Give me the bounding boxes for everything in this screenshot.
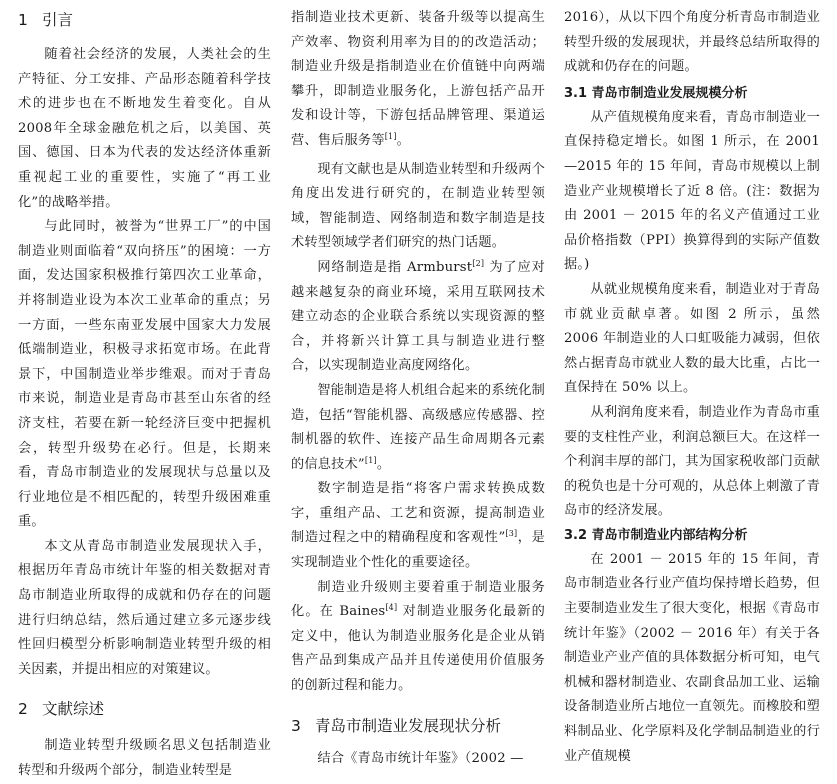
paragraph-text: 。 (376, 456, 391, 472)
section-title: 青岛市制造业发展现状分析 (315, 716, 502, 735)
paragraph: 随着社会经济的发展，人类社会的生产特征、分工安排、产品形态随着科学技术的进步也在不断地发生着变化。自从2008年全球金融危机之后，以美国、英国、德国、日本为代表的发达经济体重新重视起工业的重要性，实施了“再工业化”的战略举措。 (18, 47, 271, 210)
paragraph: 制造业转型升级顾名思义包括制造业转型和升级两个部分，制造业转型是 (18, 738, 271, 779)
paragraph: 2016），从以下四个角度分析青岛市制造业转型升级的发展现状，并最终总结所取得的成就和仍存在的问题。 (564, 10, 820, 75)
citation: [3] (505, 529, 518, 539)
paragraph: 本文从青岛市制造业发展现状入手，根据历年青岛市统计年鉴的相关数据对青岛市制造业所取得的成就和仍存在的问题进行归纳总结，然后通过建立多元逐步线性回归模型分析影响制造业转型升级的相关因素，并提出相应的对策建议。 (18, 538, 271, 677)
section-heading-1 (18, 9, 271, 31)
subsection-heading-3-2: 3.2 青岛市制造业内部结构分析 (564, 527, 748, 543)
citation: [1] (364, 455, 377, 465)
section-title: 文献综述 (42, 700, 105, 719)
paragraph (291, 256, 545, 379)
paragraph (291, 477, 545, 575)
column-1 (18, 0, 271, 784)
paragraph: 从产值规模角度来看，青岛市制造业一直保持稳定增长。如图 1 所示，在 2001—2015 年的 15 年间，青岛市规模以上制造业产业规模增长了近 8 倍。(注：数据为由 2001 － 2015 年的名义产值通过工业品价格指数（PPI）换算得到的实际产值数据。) (564, 109, 820, 273)
section-number: 2 (18, 700, 28, 719)
paragraph-text: 智能制造是将人机组合起来的系统化制造，包括“智能机器、高级感应传感器、控制机器的软件、连接产品生命周期各元素的信息技术” (291, 382, 545, 472)
section-number: 1 (18, 11, 28, 29)
column-2 (291, 0, 545, 771)
paragraph (291, 379, 545, 477)
paragraph: 从利润角度来看，制造业作为青岛市重要的支柱性产业，利润总额巨大。在这样一个利润丰厚的部门，其为国家税收部门贡献的税负也是十分可观的，从总体上刺激了青岛市的经济发展。 (564, 404, 820, 519)
paragraph (291, 576, 545, 699)
citation: [1] (384, 131, 397, 141)
paragraph-text: 对制造业服务化最新的定义中，他认为制造业服务化是企业从销售产品到集成产品并且传递使用价值服务的创新过程和能力。 (291, 604, 545, 694)
paragraph-text: 为了应对越来越复杂的商业环境，采用互联网技术建立动态的企业联合系统以实现资源的整合，并将新兴计算工具与制造业进行整合，以实现制造业高度网络化。 (291, 259, 545, 374)
paragraph-text: 数字制造是指“将客户需求转换成数字，重组产品、工艺和资源，提高制造业制造过程之中的精确程度和客观性” (291, 481, 545, 546)
section-title: 引言 (42, 11, 74, 29)
paragraph-text: 制造业升级则主要着重于制造业服务化。在 Baines (291, 579, 545, 620)
paragraph-text: 。 (396, 132, 411, 148)
section-number: 3 (291, 716, 301, 735)
paragraph: 从就业规模角度来看，制造业对于青岛市就业贡献卓著。如图 2 所示，虽然 2006 年制造业的人口虹吸能力减弱，但依然占据青岛市就业人数的最大比重，占比一直保持在 50% 以上。 (564, 281, 820, 396)
paragraph: 与此同时，被誉为“世界工厂”的中国制造业则面临着“双向挤压”的困境：一方面，发达国家积极推行第四次工业革命，并将制造业设为本次工业革命的重点；另一方面，一些东南亚发展中国家大力发展低端制造业，积极寻求拓宽市场。在此背景下，中国制造业举步维艰。而对于青岛市来说，制造业是青岛市甚至山东省的经济支柱，若要在新一轮经济巨变中把握机会，转型升级势在必行。但是，长期来看，青岛市制造业的发展现状与总量以及行业地位是不相匹配的，转型升级困难重重。 (18, 219, 271, 530)
paragraph (291, 6, 545, 154)
paragraph-text: ，是实现制造业个性化的重要途径。 (291, 530, 545, 571)
paragraph-text: 指制造业技术更新、装备升级等以提高生产效率、物资利用率为目的的改造活动；制造业升级是指制造业在价值链中向两端攀升，即制造业服务化，上游包括产品开发和设计等，下游包括品牌管理、渠道运营、售后服务等 (291, 10, 545, 148)
column-3 (564, 0, 820, 769)
paragraph: 在 2001 － 2015 年的 15 年间，青岛市制造业各行业产值均保持增长趋势，但主要制造业发生了很大变化，根据《青岛市统计年鉴》（2002 － 2016 年）有关于各制造业产业产值的具体数据分析可知，电气机械和器材制造业、农副食品加工业、运输设备制造业所占地位一直领先。而橡胶和塑料制品业、化学原料及化学制品制造业的行业产值规模 (564, 551, 820, 764)
paragraph: 现有文献也是从制造业转型和升级两个角度出发进行研究的，在制造业转型领域，智能制造、网络制造和数字制造是技术转型领域学者们研究的热门话题。 (291, 161, 545, 251)
subsection-heading-3-1: 3.1 青岛市制造业发展规模分析 (564, 85, 748, 101)
paragraph-text: 网络制造是指 Armburst (317, 259, 473, 275)
citation: [4] (385, 603, 398, 613)
citation: [2] (472, 258, 485, 268)
section-heading-2 (18, 698, 271, 720)
paragraph: 结合《青岛市统计年鉴》（2002 — (317, 750, 524, 766)
section-heading-3 (291, 715, 545, 737)
